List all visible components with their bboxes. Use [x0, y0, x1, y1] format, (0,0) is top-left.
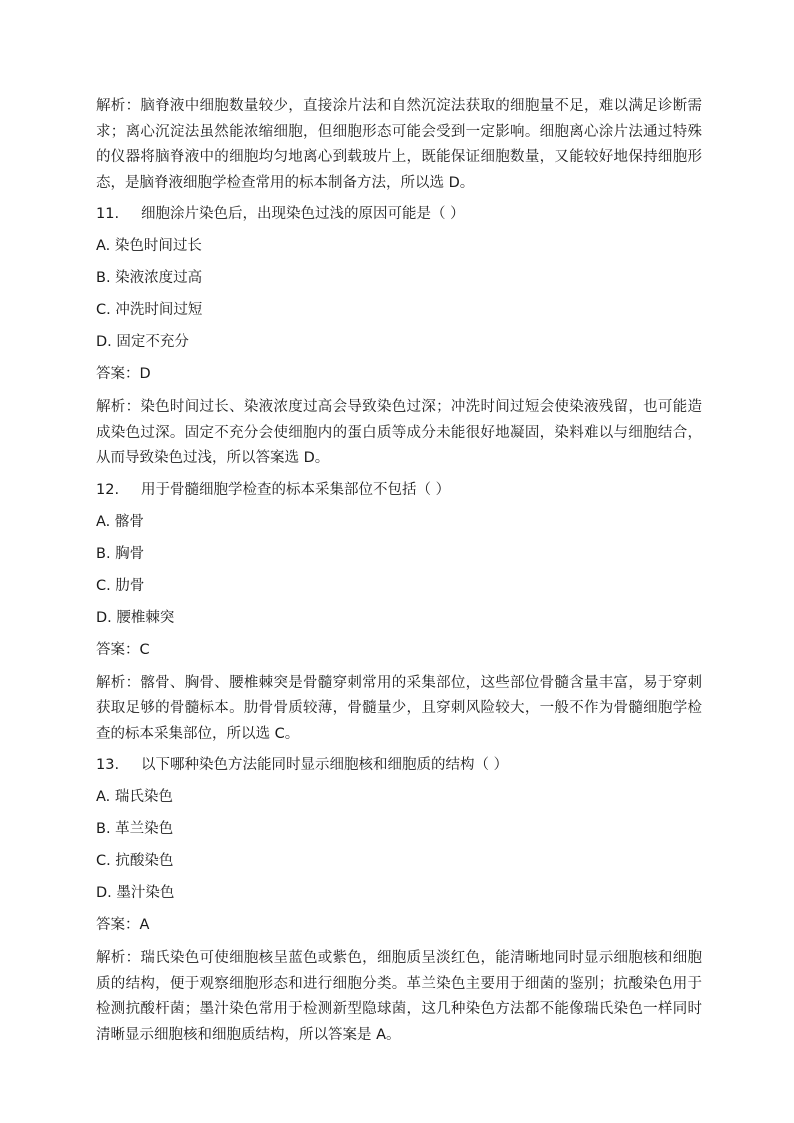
question-block [96, 479, 702, 748]
explanation-text: 解析：瑞氏染色可使细胞核呈蓝色或紫色，细胞质呈淡红色，能清晰地同时显示细胞核和细胞质的结构，便于观察细胞形态和进行细胞分类。革兰染色主要用于细菌的鉴别；抗酸染色用于检测抗酸杆菌；墨汁染色常用于检测新型隐球菌，这几种染色方法都不能像瑞氏染色一样同时清晰显示细胞核和细胞质结构，所以答案是 A。 [96, 950, 702, 1043]
question-block [96, 203, 702, 472]
option-b: B. 胸骨 [96, 545, 145, 562]
option-a: A. 瑞氏染色 [96, 789, 173, 805]
option-a: A. 髂骨 [96, 513, 144, 530]
option-d: D. 墨汁染色 [96, 885, 175, 901]
explanation-text: 解析：髂骨、胸骨、腰椎棘突是骨髓穿刺常用的采集部位，这些部位骨髓含量丰富，易于穿刺获取足够的骨髓标本。肋骨骨质较薄，骨髓量少，且穿刺风险较大，一般不作为骨髓细胞学检查的标本采集部位，所以选 C。 [96, 674, 702, 742]
option-d: D. 固定不充分 [96, 334, 189, 350]
option-b: B. 染液浓度过高 [96, 270, 203, 286]
question-text: 用于骨髓细胞学检查的标本采集部位不包括（ ） [141, 481, 451, 498]
option-c: C. 抗酸染色 [96, 853, 174, 869]
question-text: 细胞涂片染色后，出现染色过浅的原因可能是（ ） [141, 206, 465, 222]
explanation-text: 解析：染色时间过长、染液浓度过高会导致染色过深；冲洗时间过短会使染液残留，也可能造成染色过深。固定不充分会使细胞内的蛋白质等成分未能很好地凝固，染料难以与细胞结合，从而导致染色过浅，所以答案选 D。 [96, 399, 702, 466]
explanation-text: 解析：脑脊液中细胞数量较少，直接涂片法和自然沉淀法获取的细胞量不足，难以满足诊断需求；离心沉淀法虽然能浓缩细胞，但细胞形态可能会受到一定影响。细胞离心涂片法通过特殊的仪器将脑脊液中的细胞均匀地离心到载玻片上，既能保证细胞数量，又能较好地保持细胞形态，是脑脊液细胞学检查常用的标本制备方法，所以选 D。 [96, 98, 702, 191]
option-c: C. 肋骨 [96, 577, 145, 594]
answer-text: 答案：C [96, 641, 150, 658]
answer-text: 答案：A [96, 917, 150, 933]
question-block [96, 754, 702, 1048]
question-stem [96, 754, 702, 776]
answer-text: 答案：D [96, 366, 151, 382]
question-number: 12. [96, 481, 120, 498]
option-c: C. 冲洗时间过短 [96, 302, 203, 318]
question-stem [96, 203, 702, 225]
question-number: 11. [96, 206, 120, 222]
document-page [96, 94, 702, 1055]
option-a: A. 染色时间过长 [96, 238, 202, 254]
question-text: 以下哪种染色方法能同时显示细胞核和细胞质的结构（ ） [141, 757, 509, 773]
question-stem [96, 479, 702, 501]
option-b: B. 革兰染色 [96, 821, 174, 837]
question-number: 13. [96, 757, 120, 773]
option-d: D. 腰椎棘突 [96, 609, 175, 626]
